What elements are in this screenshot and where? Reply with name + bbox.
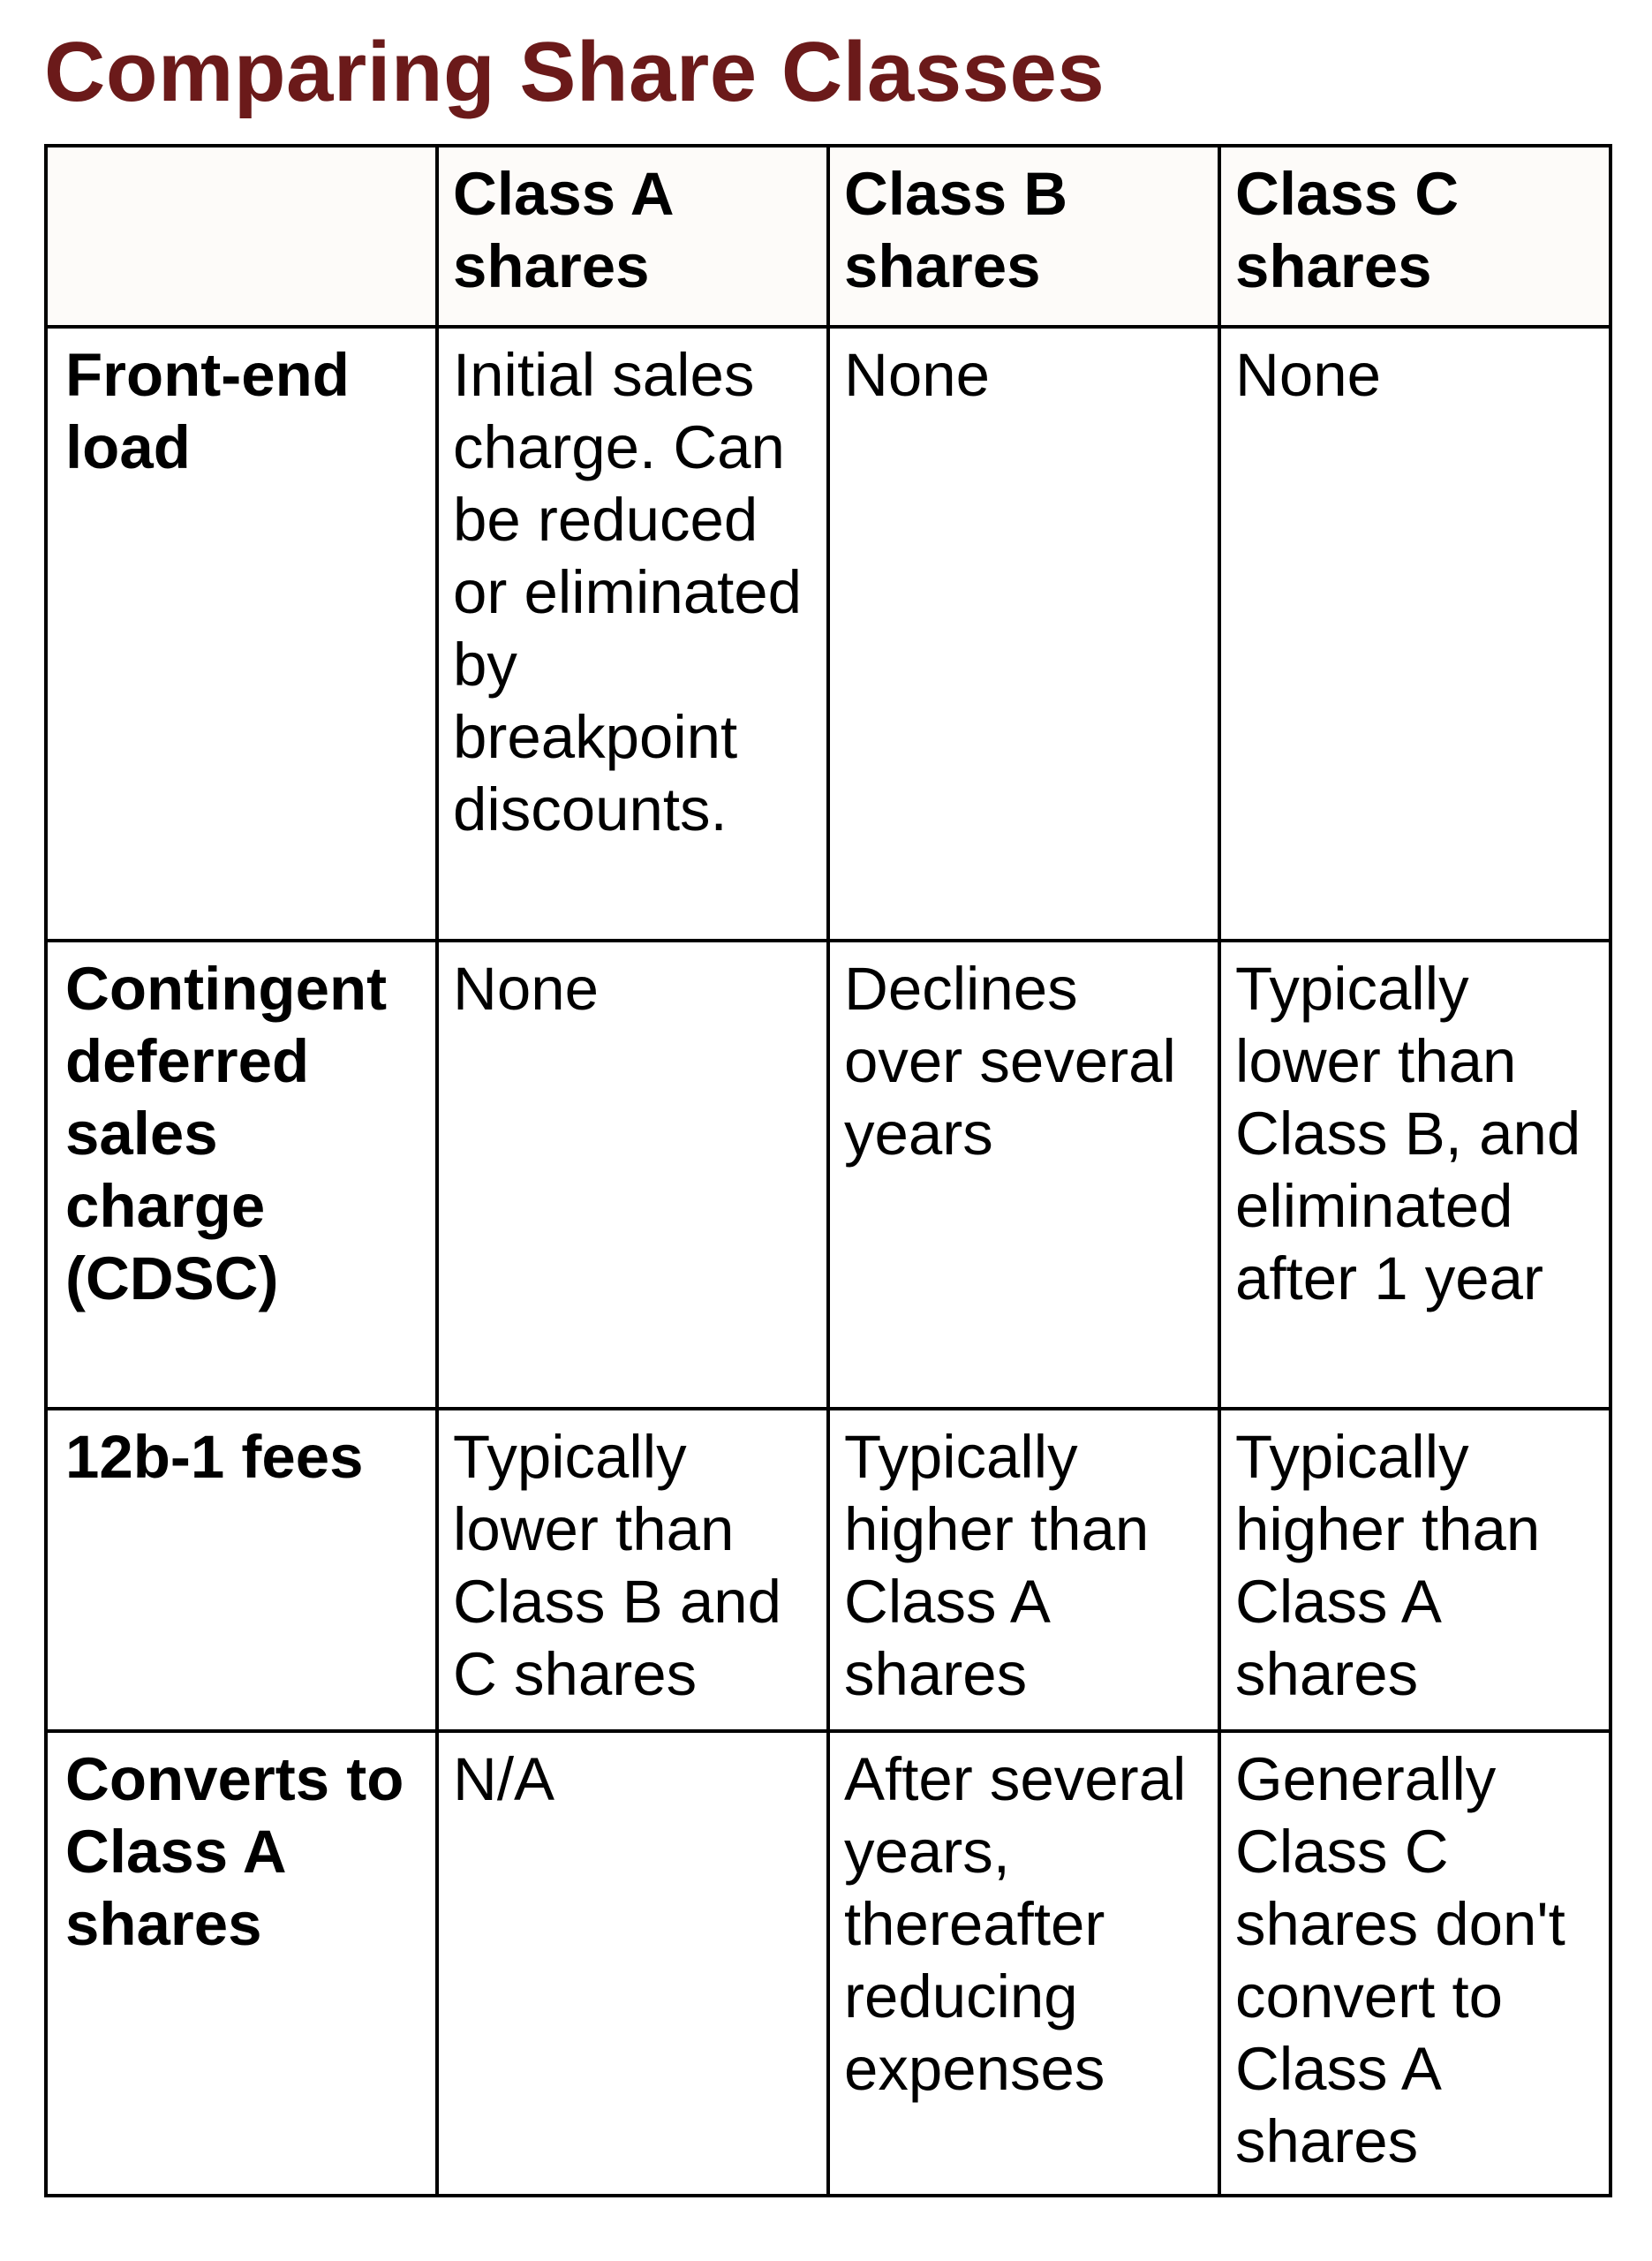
page-title: Comparing Share Classes: [44, 25, 1105, 119]
table-cell-class-b: After several years, thereafter reducing expenses: [828, 1731, 1219, 2196]
table-cell-class-b: None: [828, 327, 1219, 941]
row-label: Converts to Class A shares: [46, 1731, 437, 2196]
table-cell-class-c: Generally Class C shares don't convert to Class A shares: [1219, 1731, 1611, 2196]
table-cell-class-c: Typically lower than Class B, and eliminated after 1 year: [1219, 941, 1611, 1409]
table-cell-class-b: Declines over several years: [828, 941, 1219, 1409]
row-label: Front-end load: [46, 327, 437, 941]
share-class-comparison-table: [44, 144, 1612, 2197]
header-cell-class-b: Class B shares: [828, 146, 1219, 327]
table-row-cdsc: [46, 941, 1611, 1409]
table-cell-class-a: None: [437, 941, 828, 1409]
table-cell-class-a: N/A: [437, 1731, 828, 2196]
table-row-converts: [46, 1731, 1611, 2196]
table-cell-class-b: Typically higher than Class A shares: [828, 1409, 1219, 1731]
table-cell-class-a: Typically lower than Class B and C shares: [437, 1409, 828, 1731]
row-label: Contingent deferred sales charge (CDSC): [46, 941, 437, 1409]
table-header-row: [46, 146, 1611, 327]
table-cell-class-a: Initial sales charge. Can be reduced or eliminated by breakpoint discounts.: [437, 327, 828, 941]
table-row-front-end-load: [46, 327, 1611, 941]
header-cell-class-c: Class C shares: [1219, 146, 1611, 327]
table-cell-class-c: None: [1219, 327, 1611, 941]
table-cell-class-c: Typically higher than Class A shares: [1219, 1409, 1611, 1731]
table-row-12b1-fees: [46, 1409, 1611, 1731]
header-cell-empty: [46, 146, 437, 327]
row-label: 12b-1 fees: [46, 1409, 437, 1731]
header-cell-class-a: Class A shares: [437, 146, 828, 327]
